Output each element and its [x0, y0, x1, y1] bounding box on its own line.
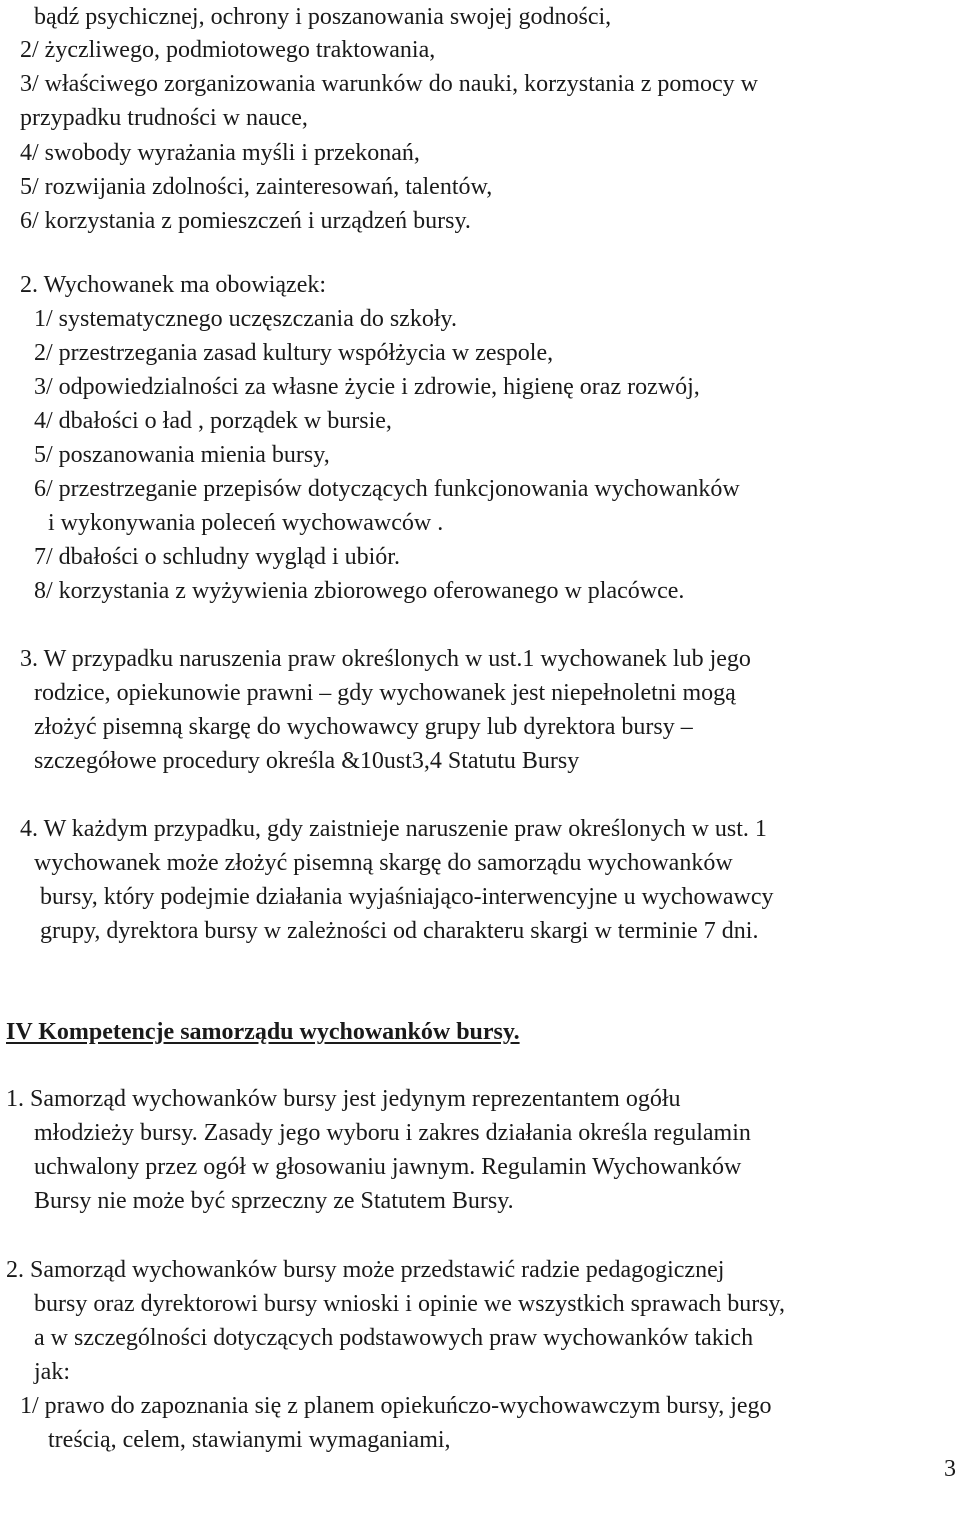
- point3-line-2: rodzice, opiekunowie prawni – gdy wychowanek jest niepełnoletni mogą: [34, 680, 736, 706]
- duty-item-6: 6/ przestrzeganie przepisów dotyczących funkcjonowania wychowanków: [34, 476, 740, 502]
- rights-line-2: 2/ życzliwego, podmiotowego traktowania,: [20, 37, 436, 63]
- point4-line-4: grupy, dyrektora bursy w zależności od charakteru skargi w terminie 7 dni.: [40, 918, 759, 944]
- point3-line-4: szczegółowe procedury określa &10ust3,4 Statutu Bursy: [34, 748, 580, 774]
- section-iv-point2-line-1: 2. Samorząd wychowanków bursy może przedstawić radzie pedagogicznej: [6, 1257, 725, 1283]
- duty-item-4: 4/ dbałości o ład , porządek w bursie,: [34, 408, 392, 434]
- section-iv-point1-line-4: Bursy nie może być sprzeczny ze Statutem Bursy.: [34, 1188, 514, 1214]
- rights-line-6: 5/ rozwijania zdolności, zainteresowań, talentów,: [20, 174, 493, 200]
- point4-line-1: 4. W każdym przypadku, gdy zaistnieje naruszenie praw określonych w ust. 1: [20, 816, 767, 842]
- section-iv-point2-line-3: a w szczególności dotyczących podstawowych praw wychowanków takich: [34, 1325, 754, 1351]
- section-iv-point1-line-1: 1. Samorząd wychowanków bursy jest jedynym reprezentantem ogółu: [6, 1086, 681, 1112]
- duty-item-7: 7/ dbałości o schludny wygląd i ubiór.: [34, 544, 400, 570]
- duties-heading: 2. Wychowanek ma obowiązek:: [20, 272, 327, 298]
- duty-item-1: 1/ systematycznego uczęszczania do szkoły.: [34, 306, 457, 332]
- section-iv-point2-line-6: treścią, celem, stawianymi wymaganiami,: [48, 1427, 451, 1453]
- point4-line-2: wychowanek może złożyć pisemną skargę do samorządu wychowanków: [34, 850, 733, 876]
- duty-item-2: 2/ przestrzegania zasad kultury współżycia w zespole,: [34, 340, 554, 366]
- section-iv-point2-line-5: 1/ prawo do zapoznania się z planem opiekuńczo-wychowawczym bursy, jego: [20, 1393, 772, 1419]
- rights-line-5: 4/ swobody wyrażania myśli i przekonań,: [20, 140, 420, 166]
- point3-line-1: 3. W przypadku naruszenia praw określonych w ust.1 wychowanek lub jego: [20, 646, 751, 672]
- point4-line-3: bursy, który podejmie działania wyjaśniająco-interwencyjne u wychowawcy: [40, 884, 774, 910]
- section-iv-point1-line-2: młodzieży bursy. Zasady jego wyboru i zakres działania określa regulamin: [34, 1120, 751, 1146]
- section-iv-point1-line-3: uchwalony przez ogół w głosowaniu jawnym. Regulamin Wychowanków: [34, 1154, 742, 1180]
- rights-line-3: 3/ właściwego zorganizowania warunków do nauki, korzystania z pomocy w: [20, 71, 759, 97]
- section-iv-title: IV Kompetencje samorządu wychowanków bursy.: [6, 1019, 520, 1045]
- duty-item-6-cont: i wykonywania poleceń wychowawców .: [48, 510, 444, 536]
- page-number: 3: [944, 1456, 956, 1482]
- rights-line-1: bądź psychicznej, ochrony i poszanowania swojej godności,: [34, 4, 612, 30]
- section-iv-point2-line-2: bursy oraz dyrektorowi bursy wnioski i opinie we wszystkich sprawach bursy,: [34, 1291, 785, 1317]
- rights-line-4: przypadku trudności w nauce,: [20, 105, 308, 131]
- duty-item-3: 3/ odpowiedzialności za własne życie i zdrowie, higienę oraz rozwój,: [34, 374, 700, 400]
- section-iv-point2-line-4: jak:: [34, 1359, 70, 1385]
- duty-item-5: 5/ poszanowania mienia bursy,: [34, 442, 330, 468]
- duty-item-8: 8/ korzystania z wyżywienia zbiorowego oferowanego w placówce.: [34, 578, 685, 604]
- point3-line-3: złożyć pisemną skargę do wychowawcy grupy lub dyrektora bursy –: [34, 714, 693, 740]
- rights-line-7: 6/ korzystania z pomieszczeń i urządzeń bursy.: [20, 208, 471, 234]
